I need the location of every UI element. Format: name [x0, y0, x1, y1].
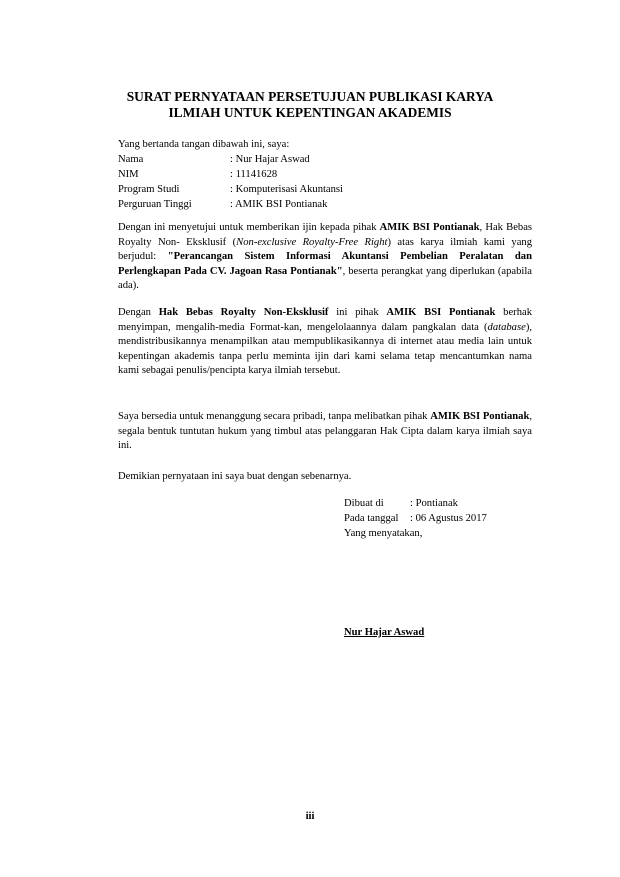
field-value: : AMIK BSI Pontianak [230, 199, 328, 210]
signer-name: Nur Hajar Aswad [344, 627, 425, 638]
field-label: Program Studi [118, 184, 180, 195]
paragraph-closing: Demikian pernyataan ini saya buat dengan sebenarnya. [118, 471, 352, 482]
field-value: : 11141628 [230, 169, 278, 180]
signature-closing: Yang menyatakan, [344, 528, 423, 539]
text-run: Saya bersedia untuk menanggung secara pribadi, tanpa melibatkan pihak [118, 411, 431, 422]
field-perguruan-tinggi [118, 197, 343, 212]
license-term: Non-exclusive Royalty-Free Right [236, 236, 388, 248]
title-line-2: ILMIAH UNTUK KEPENTINGAN AKADEMIS [168, 105, 452, 120]
signature-block [344, 496, 487, 541]
text-run: , Hak Bebas Royalty Non- Eksklusif ( [118, 222, 533, 248]
text-run: Dengan [118, 307, 159, 318]
text-run: , segala bentuk tuntutan hukum yang timbul atas pelanggaran Hak Cipta dalam karya ilmiah saya ini. [118, 411, 532, 451]
text-run: ), mendistribusikannya menampilkan atau mempublikasikannya di internet atau media lain untuk kepentingan akademis tanpa perlu meminta ijin dari kami selama tetap mencantumkan nama kami sebagai penulis/pencipta karya ilmiah tersebut. [118, 321, 532, 376]
field-label: NIM [118, 169, 139, 180]
date-value: : 06 Agustus 2017 [410, 513, 487, 524]
text-run: berhak menyimpan, mengalih-media Format-kan, mengelolaannya dalam pangkalan data ( [118, 307, 533, 333]
thesis-title: "Perancangan Sistem Informasi Akuntansi Pembelian Peralatan dan Perlengkapan Pada CV. Jagoan Rasa Pontianak" [118, 251, 532, 277]
identity-block [118, 137, 343, 212]
place-label: Dibuat di [344, 498, 384, 509]
field-label: Perguruan Tinggi [118, 199, 192, 210]
page-number: iii [305, 811, 315, 822]
intro-text: Yang bertanda tangan dibawah ini, saya: [118, 139, 290, 150]
field-nama [118, 152, 343, 167]
signature-date [344, 511, 487, 526]
signature-place [344, 496, 487, 511]
text-run: ini pihak [328, 307, 387, 318]
field-value: : Komputerisasi Akuntansi [230, 184, 343, 195]
institution-name: AMIK BSI Pontianak [430, 411, 530, 422]
database-term: database [487, 321, 526, 333]
paragraph-liability [118, 410, 532, 454]
text-run: Dengan ini menyetujui untuk memberikan ijin kepada pihak [118, 222, 380, 233]
document-title [0, 89, 620, 121]
paragraph-consent [118, 221, 532, 294]
license-name: Hak Bebas Royalty Non-Eksklusif [158, 307, 329, 318]
text-run: , beserta perangkat yang diperlukan (apabila ada). [118, 265, 532, 291]
field-value: : Nur Hajar Aswad [230, 154, 310, 165]
institution-name: AMIK BSI Pontianak [386, 307, 496, 318]
field-nim [118, 167, 343, 182]
text-run: ) atas karya ilmiah kami yang berjudul: [118, 236, 532, 262]
field-label: Nama [118, 154, 144, 165]
date-label: Pada tanggal [344, 513, 399, 524]
field-program-studi [118, 182, 343, 197]
title-line-1: SURAT PERNYATAAN PERSETUJUAN PUBLIKASI KARYA [126, 89, 494, 104]
institution-name: AMIK BSI Pontianak [379, 222, 480, 233]
paragraph-rights [118, 306, 532, 379]
place-value: : Pontianak [410, 498, 458, 509]
